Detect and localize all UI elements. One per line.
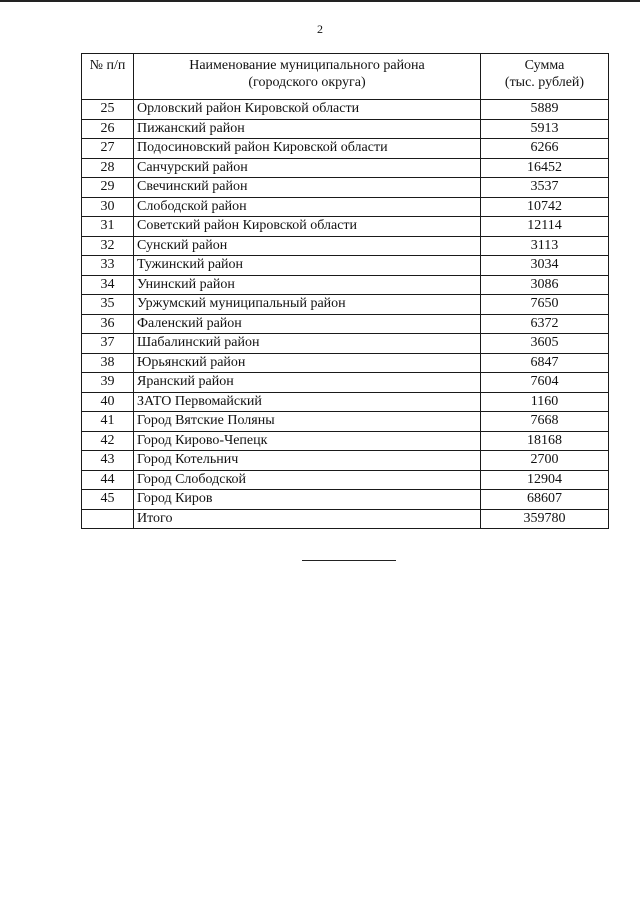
row-name: Слободской район <box>134 197 481 217</box>
row-number: 28 <box>82 158 134 178</box>
row-name: Шабалинский район <box>134 334 481 354</box>
row-number: 37 <box>82 334 134 354</box>
row-number: 42 <box>82 431 134 451</box>
row-name: Уржумский муниципальный район <box>134 295 481 315</box>
row-sum: 16452 <box>481 158 609 178</box>
row-name: Город Котельнич <box>134 451 481 471</box>
row-sum: 7668 <box>481 412 609 432</box>
row-name: ЗАТО Первомайский <box>134 392 481 412</box>
row-name: Унинский район <box>134 275 481 295</box>
row-number: 38 <box>82 353 134 373</box>
header-sum-line2: (тыс. рублей) <box>504 75 585 90</box>
row-number: 30 <box>82 197 134 217</box>
table-row <box>82 217 609 237</box>
table-row <box>82 431 609 451</box>
row-name: Город Слободской <box>134 470 481 490</box>
row-name: Город Вятские Поляны <box>134 412 481 432</box>
row-name: Подосиновский район Кировской области <box>134 139 481 159</box>
table-row <box>82 275 609 295</box>
row-name: Свечинский район <box>134 178 481 198</box>
row-sum: 7650 <box>481 295 609 315</box>
row-name: Советский район Кировской области <box>134 217 481 237</box>
row-number: 43 <box>82 451 134 471</box>
row-number: 29 <box>82 178 134 198</box>
row-sum: 5889 <box>481 100 609 120</box>
row-name: Орловский район Кировской области <box>134 100 481 120</box>
row-sum: 3537 <box>481 178 609 198</box>
row-sum: 3034 <box>481 256 609 276</box>
table-row <box>82 100 609 120</box>
header-sum <box>481 54 609 100</box>
row-sum: 1160 <box>481 392 609 412</box>
row-name: Яранский район <box>134 373 481 393</box>
row-number: 27 <box>82 139 134 159</box>
header-number: № п/п <box>82 54 134 100</box>
row-sum: 3113 <box>481 236 609 256</box>
row-sum: 2700 <box>481 451 609 471</box>
table-body <box>82 100 609 529</box>
row-name: Фаленский район <box>134 314 481 334</box>
row-number: 39 <box>82 373 134 393</box>
allocation-table <box>81 53 609 529</box>
row-name: Юрьянский район <box>134 353 481 373</box>
row-name: Город Киров <box>134 490 481 510</box>
table-row <box>82 158 609 178</box>
row-sum: 6847 <box>481 353 609 373</box>
table-row <box>82 119 609 139</box>
row-sum: 12114 <box>481 217 609 237</box>
table-row <box>82 470 609 490</box>
page-number: 2 <box>317 22 323 36</box>
table-row <box>82 295 609 315</box>
row-number: 25 <box>82 100 134 120</box>
row-sum: 3605 <box>481 334 609 354</box>
row-name: Сунский район <box>134 236 481 256</box>
row-name: Тужинский район <box>134 256 481 276</box>
row-sum: 5913 <box>481 119 609 139</box>
row-number: 34 <box>82 275 134 295</box>
row-number: 36 <box>82 314 134 334</box>
row-sum: 7604 <box>481 373 609 393</box>
header-name-line2: (городского округа) <box>248 75 366 90</box>
table-row <box>82 178 609 198</box>
row-name: Город Кирово-Чепецк <box>134 431 481 451</box>
header-row <box>82 54 609 100</box>
row-sum: 12904 <box>481 470 609 490</box>
row-number: 40 <box>82 392 134 412</box>
row-name: Пижанский район <box>134 119 481 139</box>
row-number: 41 <box>82 412 134 432</box>
closing-rule-line <box>302 560 396 561</box>
row-number: 26 <box>82 119 134 139</box>
row-name: Санчурский район <box>134 158 481 178</box>
total-row <box>82 509 609 529</box>
row-sum: 18168 <box>481 431 609 451</box>
row-number: 32 <box>82 236 134 256</box>
row-number: 35 <box>82 295 134 315</box>
table-row <box>82 236 609 256</box>
table-row <box>82 256 609 276</box>
row-number: 31 <box>82 217 134 237</box>
table-row <box>82 451 609 471</box>
table-row <box>82 392 609 412</box>
table-header <box>82 54 609 100</box>
row-number: 44 <box>82 470 134 490</box>
row-sum: 68607 <box>481 490 609 510</box>
row-number: 45 <box>82 490 134 510</box>
row-sum: 6266 <box>481 139 609 159</box>
table-row <box>82 412 609 432</box>
header-name-line1: Наименование муниципального района <box>189 58 425 73</box>
table-row <box>82 373 609 393</box>
table-row <box>82 314 609 334</box>
table-row <box>82 334 609 354</box>
row-sum: 6372 <box>481 314 609 334</box>
header-name <box>134 54 481 100</box>
row-sum: 10742 <box>481 197 609 217</box>
table-row <box>82 490 609 510</box>
row-sum: 3086 <box>481 275 609 295</box>
row-number: 33 <box>82 256 134 276</box>
table-row <box>82 139 609 159</box>
header-sum-line1: Сумма <box>524 58 565 73</box>
row-name: Итого <box>134 509 481 529</box>
table-row <box>82 353 609 373</box>
top-border-line <box>0 0 640 2</box>
row-number <box>82 509 134 529</box>
row-sum: 359780 <box>481 509 609 529</box>
table-row <box>82 197 609 217</box>
